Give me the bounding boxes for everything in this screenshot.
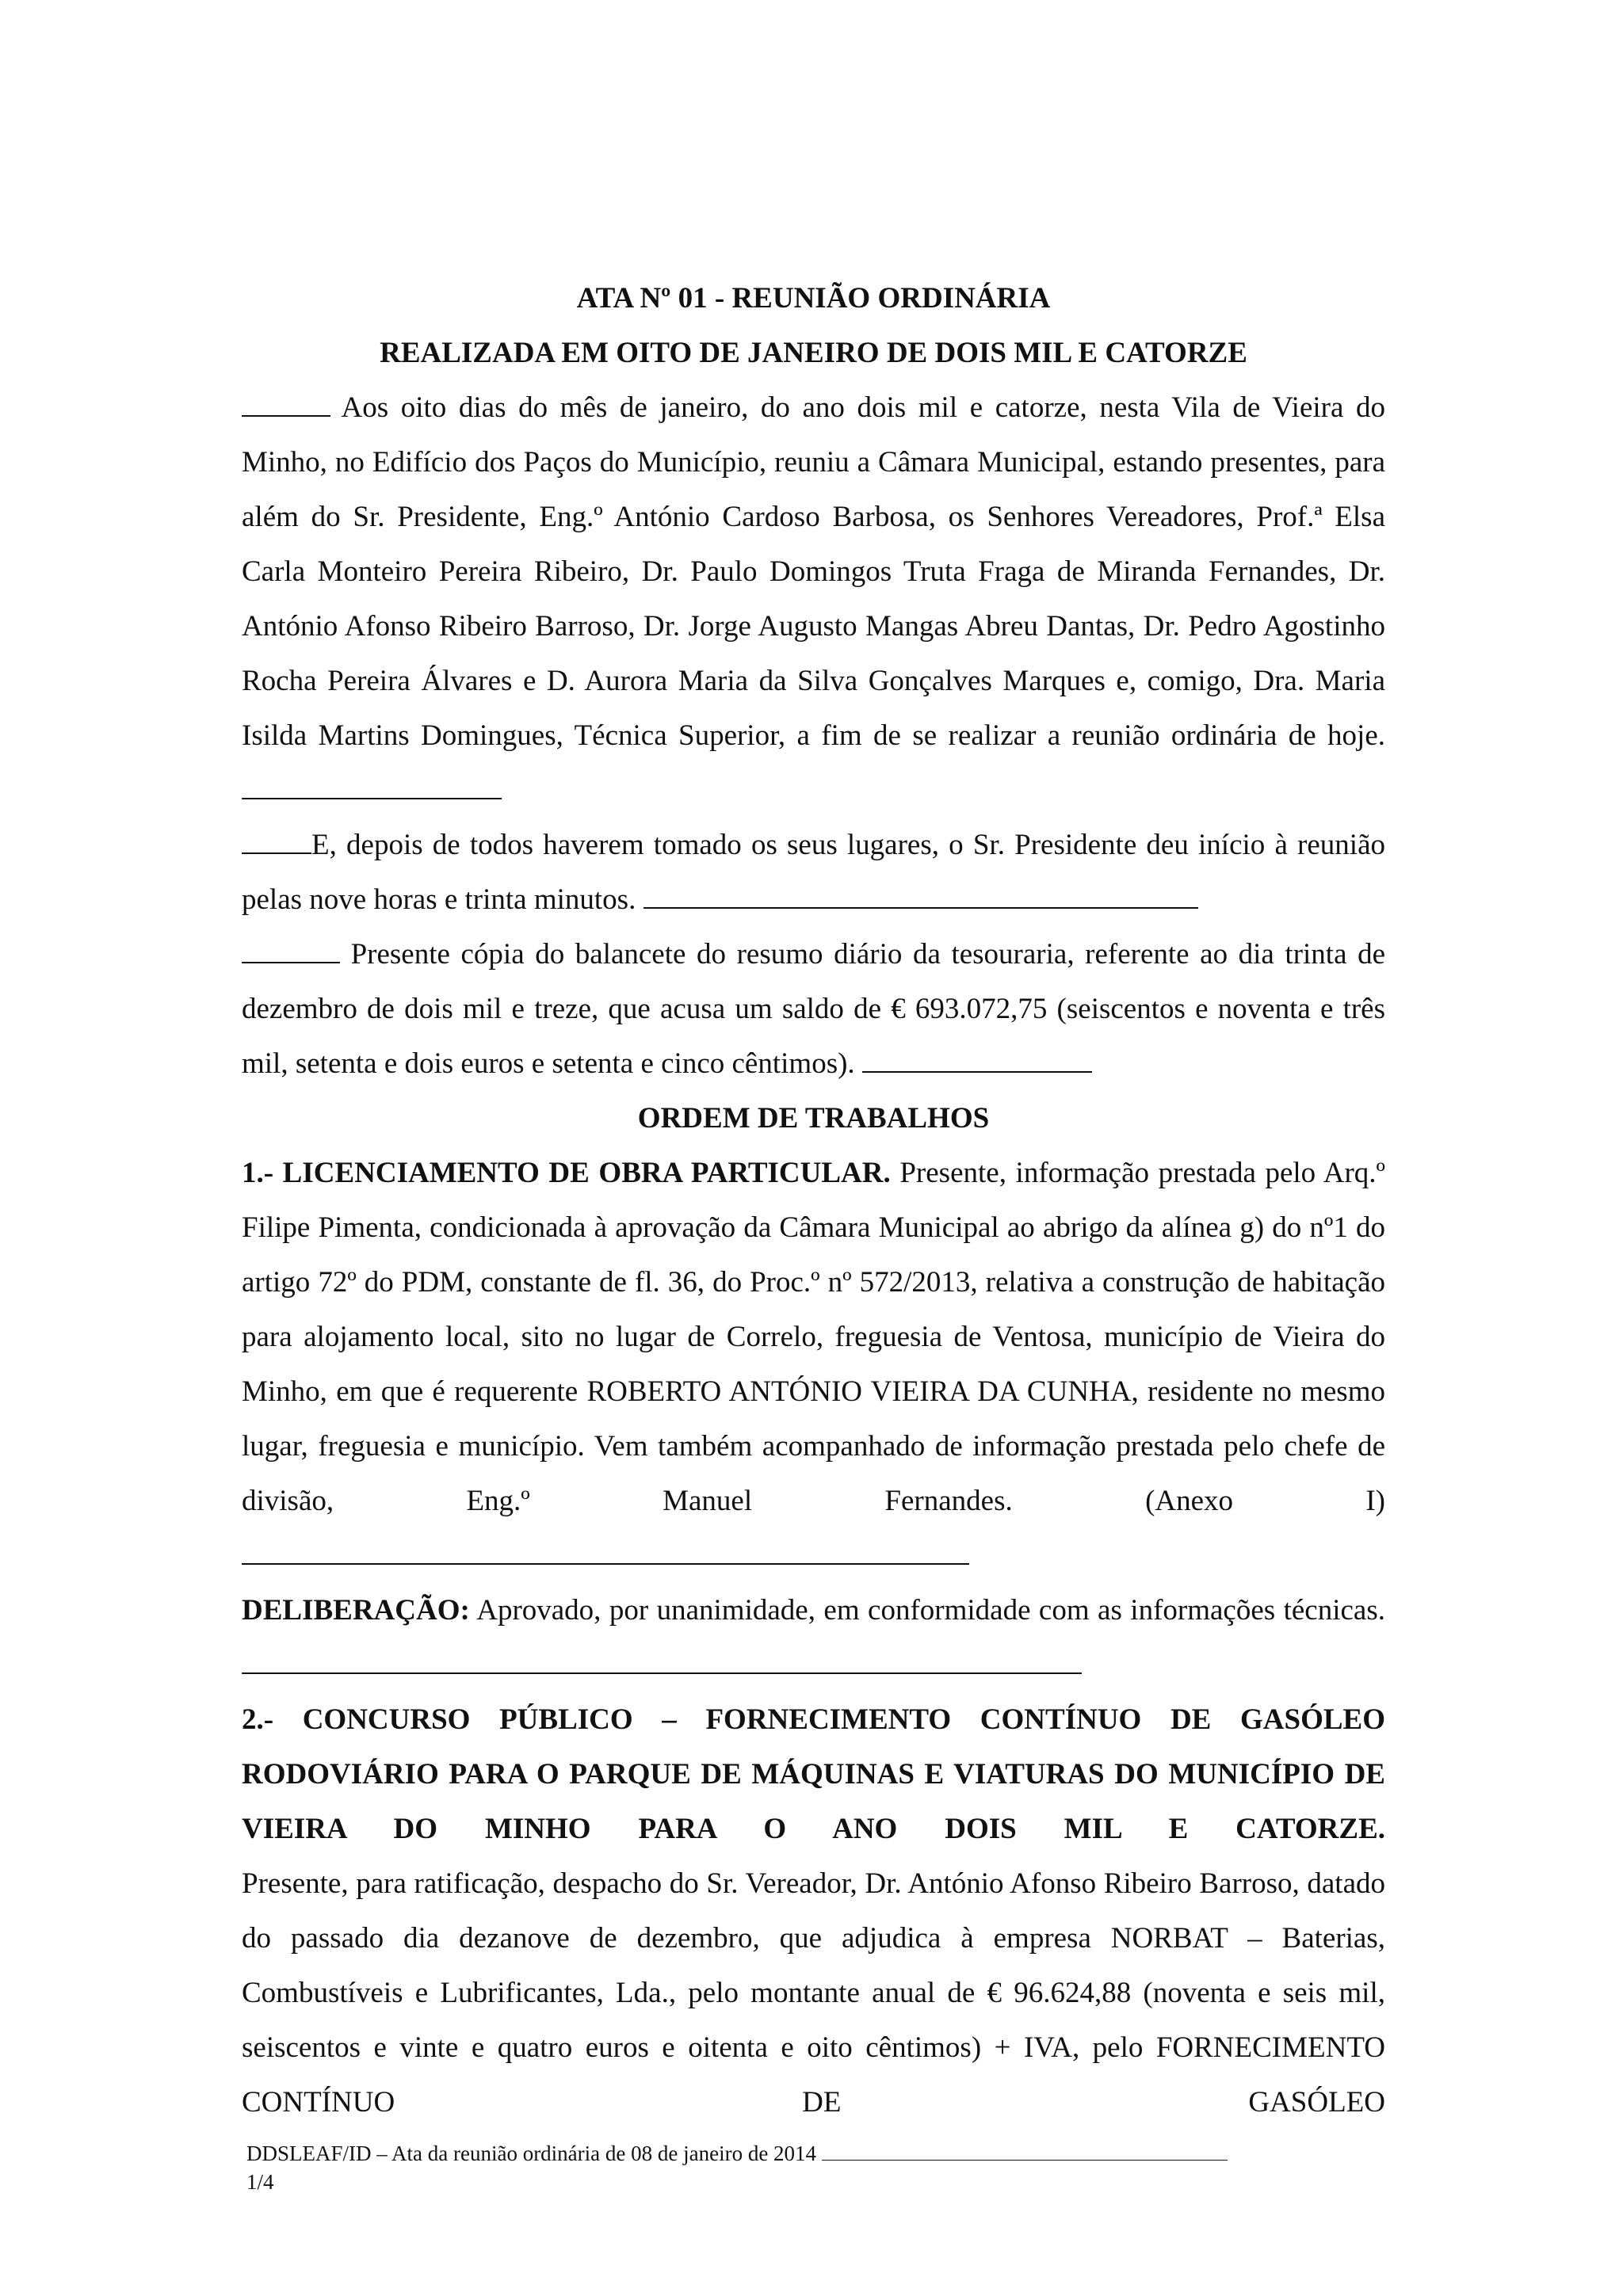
agenda-item-2-body: Presente, para ratificação, despacho do Sr. Vereador, Dr. António Afonso Ribeiro Barroso, datado do passado dia dezanove de dezembro, que adjudica à empresa NORBAT – Baterias, Combustíveis e Lubrificantes, Lda., pelo montante anual de € 96.624,88 (noventa e seis mil, seiscentos e vinte e quatro euros e oitenta e oito cêntimos) + IVA, pelo FORNECIMENTO CONTÍNUO DE GASÓLEO — [242, 1867, 1385, 2119]
document-subtitle: REALIZADA EM OITO DE JANEIRO DE DOIS MIL E CATORZE — [380, 337, 1247, 369]
document-title: ATA Nº 01 - REUNIÃO ORDINÁRIA — [576, 282, 1051, 315]
agenda-item-1-decision: DELIBERAÇÃO: Aprovado, por unanimidade, em conformidade com as informações técnicas. — [242, 1583, 1385, 1692]
document-body — [242, 271, 1385, 2130]
agenda-item-2-heading: 2.- CONCURSO PÚBLICO – FORNECIMENTO CONTÍNUO DE GASÓLEO RODOVIÁRIO PARA O PARQUE DE MÁQUINAS E VIATURAS DO MUNICÍPIO DE VIEIRA DO MINHO PARA O ANO DOIS MIL E CATORZE. — [242, 1703, 1385, 1845]
footer-text: DDSLEAF/ID – Ata da reunião ordinária de 08 de janeiro de 2014 — [246, 2142, 817, 2165]
agenda-item-1-heading: 1.- LICENCIAMENTO DE OBRA PARTICULAR. — [242, 1157, 891, 1189]
agenda-item-1: 1.- LICENCIAMENTO DE OBRA PARTICULAR. Presente, informação prestada pelo Arq.º Filipe Pimenta, condicionada à aprovação da Câmara Municipal ao abrigo da alínea g) do nº1 do artigo 72º do PDM, constante de fl. 36, do Proc.º nº 572/2013, relativa a construção de habitação para alojamento local, sito no lugar de Correlo, freguesia de Ventosa, município de Vieira do Minho, em que é requerente ROBERTO ANTÓNIO VIEIRA DA CUNHA, residente no mesmo lugar, freguesia e município. Vem também acompanhado de informação prestada pelo chefe de divisão, Eng.º Manuel Fernandes. (Anexo I) — [242, 1146, 1385, 1583]
decision-label: DELIBERAÇÃO: — [242, 1594, 470, 1627]
page-footer — [246, 2139, 1228, 2196]
agenda-title: ORDEM DE TRABALHOS — [637, 1102, 990, 1135]
intro-paragraph-opening: E, depois de todos haverem tomado os seus lugares, o Sr. Presidente deu início à reunião pelas nove horas e trinta minutos. — [242, 829, 1385, 916]
intro-paragraph-attendance: Aos oito dias do mês de janeiro, do ano dois mil e catorze, nesta Vila de Vieira do Minho, no Edifício dos Paços do Município, reuniu a Câmara Municipal, estando presentes, para além do Sr. Presidente, Eng.º António Cardoso Barbosa, os Senhores Vereadores, Prof.ª Elsa Carla Monteiro Pereira Ribeiro, Dr. Paulo Domingos Truta Fraga de Miranda Fernandes, Dr. António Afonso Ribeiro Barroso, Dr. Jorge Augusto Mangas Abreu Dantas, Dr. Pedro Agostinho Rocha Pereira Álvares e D. Aurora Maria da Silva Gonçalves Marques e, comigo, Dra. Maria Isilda Martins Domingues, Técnica Superior, a fim de se realizar a reunião ordinária de hoje. — [242, 380, 1385, 818]
page-number: 1/4 — [246, 2170, 274, 2194]
intro-paragraph-treasury: Presente cópia do balancete do resumo diário da tesouraria, referente ao dia trinta de dezembro de dois mil e treze, que acusa um saldo de € 693.072,75 (seiscentos e noventa e três mil, setenta e dois euros e setenta e cinco cêntimos). — [242, 938, 1385, 1080]
